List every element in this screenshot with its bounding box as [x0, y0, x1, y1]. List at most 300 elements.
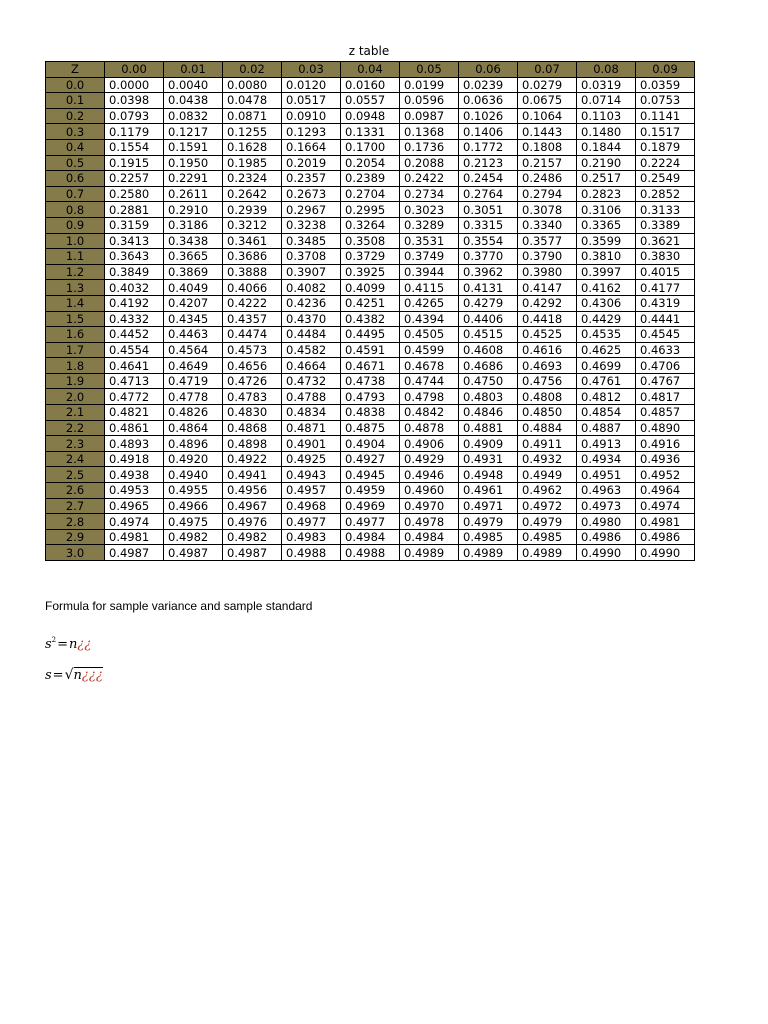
table-cell: 0.4929	[400, 451, 459, 467]
formula-caption: Formula for sample variance and sample standard	[45, 599, 313, 613]
table-cell: 0.3106	[577, 202, 636, 218]
table-cell: 0.1443	[518, 124, 577, 140]
z-row-label: 2.4	[46, 451, 105, 467]
table-cell: 0.2734	[400, 186, 459, 202]
table-cell: 0.2019	[282, 155, 341, 171]
table-cell: 0.4922	[223, 451, 282, 467]
z-row-label: 0.0	[46, 77, 105, 93]
table-cell: 0.2910	[164, 202, 223, 218]
table-cell: 0.4971	[459, 498, 518, 514]
table-cell: 0.4990	[577, 545, 636, 561]
table-cell: 0.4901	[282, 436, 341, 452]
table-cell: 0.4082	[282, 280, 341, 296]
table-cell: 0.3365	[577, 217, 636, 233]
table-cell: 0.1103	[577, 108, 636, 124]
table-cell: 0.3023	[400, 202, 459, 218]
table-cell: 0.4131	[459, 280, 518, 296]
table-cell: 0.4319	[636, 295, 695, 311]
table-cell: 0.4964	[636, 483, 695, 499]
table-cell: 0.3643	[105, 249, 164, 265]
table-cell: 0.4292	[518, 295, 577, 311]
table-cell: 0.4893	[105, 436, 164, 452]
z-row-label: 1.3	[46, 280, 105, 296]
table-cell: 0.4979	[518, 514, 577, 530]
table-cell: 0.2611	[164, 186, 223, 202]
table-cell: 0.3770	[459, 249, 518, 265]
table-cell: 0.2486	[518, 171, 577, 187]
table-row	[46, 233, 695, 249]
table-cell: 0.3665	[164, 249, 223, 265]
table-row	[46, 529, 695, 545]
z-column-header: Z	[46, 62, 105, 78]
table-cell: 0.4949	[518, 467, 577, 483]
square-root-icon: √	[64, 667, 74, 683]
z-row-label: 1.8	[46, 358, 105, 374]
table-cell: 0.4961	[459, 483, 518, 499]
table-cell: 0.0636	[459, 93, 518, 109]
table-cell: 0.4920	[164, 451, 223, 467]
table-cell: 0.4686	[459, 358, 518, 374]
table-cell: 0.3729	[341, 249, 400, 265]
table-cell: 0.2764	[459, 186, 518, 202]
table-cell: 0.4394	[400, 311, 459, 327]
z-row-label: 1.1	[46, 249, 105, 265]
table-cell: 0.4452	[105, 327, 164, 343]
table-cell: 0.3907	[282, 264, 341, 280]
table-cell: 0.1255	[223, 124, 282, 140]
column-header: 0.06	[459, 62, 518, 78]
table-cell: 0.2794	[518, 186, 577, 202]
table-row	[46, 373, 695, 389]
table-cell: 0.4788	[282, 389, 341, 405]
table-cell: 0.4906	[400, 436, 459, 452]
table-cell: 0.4989	[459, 545, 518, 561]
column-header: 0.08	[577, 62, 636, 78]
table-cell: 0.4846	[459, 405, 518, 421]
column-header: 0.04	[341, 62, 400, 78]
table-cell: 0.4495	[341, 327, 400, 343]
table-cell: 0.4441	[636, 311, 695, 327]
table-cell: 0.3531	[400, 233, 459, 249]
z-row-label: 2.0	[46, 389, 105, 405]
table-cell: 0.4599	[400, 342, 459, 358]
table-cell: 0.4236	[282, 295, 341, 311]
table-row	[46, 311, 695, 327]
table-cell: 0.2852	[636, 186, 695, 202]
table-cell: 0.4641	[105, 358, 164, 374]
table-cell: 0.3944	[400, 264, 459, 280]
table-cell: 0.3749	[400, 249, 459, 265]
table-cell: 0.4817	[636, 389, 695, 405]
table-cell: 0.4945	[341, 467, 400, 483]
table-cell: 0.1915	[105, 155, 164, 171]
table-cell: 0.4953	[105, 483, 164, 499]
table-cell: 0.3508	[341, 233, 400, 249]
table-cell: 0.1141	[636, 108, 695, 124]
table-cell: 0.4738	[341, 373, 400, 389]
table-cell: 0.2549	[636, 171, 695, 187]
table-cell: 0.4881	[459, 420, 518, 436]
table-cell: 0.0239	[459, 77, 518, 93]
table-cell: 0.3485	[282, 233, 341, 249]
table-cell: 0.4357	[223, 311, 282, 327]
table-cell: 0.4803	[459, 389, 518, 405]
table-cell: 0.4918	[105, 451, 164, 467]
table-cell: 0.4207	[164, 295, 223, 311]
table-cell: 0.4147	[518, 280, 577, 296]
variance-formula	[45, 632, 91, 653]
table-cell: 0.4968	[282, 498, 341, 514]
table-cell: 0.4162	[577, 280, 636, 296]
column-header: 0.00	[105, 62, 164, 78]
table-cell: 0.4982	[223, 529, 282, 545]
table-cell: 0.4956	[223, 483, 282, 499]
table-cell: 0.4984	[400, 529, 459, 545]
table-cell: 0.0987	[400, 108, 459, 124]
table-cell: 0.1480	[577, 124, 636, 140]
table-cell: 0.4936	[636, 451, 695, 467]
table-cell: 0.4706	[636, 358, 695, 374]
table-cell: 0.4941	[223, 467, 282, 483]
z-row-label: 2.3	[46, 436, 105, 452]
table-row	[46, 342, 695, 358]
table-cell: 0.4938	[105, 467, 164, 483]
table-cell: 0.4812	[577, 389, 636, 405]
table-cell: 0.1179	[105, 124, 164, 140]
table-cell: 0.4966	[164, 498, 223, 514]
table-cell: 0.2517	[577, 171, 636, 187]
table-cell: 0.0160	[341, 77, 400, 93]
table-cell: 0.1844	[577, 139, 636, 155]
table-cell: 0.3962	[459, 264, 518, 280]
table-cell: 0.3869	[164, 264, 223, 280]
table-cell: 0.2967	[282, 202, 341, 218]
table-cell: 0.3830	[636, 249, 695, 265]
table-cell: 0.4909	[459, 436, 518, 452]
table-cell: 0.3599	[577, 233, 636, 249]
column-header: 0.02	[223, 62, 282, 78]
table-row	[46, 498, 695, 514]
table-row	[46, 358, 695, 374]
table-cell: 0.4821	[105, 405, 164, 421]
table-cell: 0.3888	[223, 264, 282, 280]
table-cell: 0.4222	[223, 295, 282, 311]
table-cell: 0.1406	[459, 124, 518, 140]
z-row-label: 1.2	[46, 264, 105, 280]
table-cell: 0.1628	[223, 139, 282, 155]
std-dev-formula	[45, 667, 103, 684]
table-cell: 0.4616	[518, 342, 577, 358]
table-cell: 0.0596	[400, 93, 459, 109]
table-cell: 0.4830	[223, 405, 282, 421]
table-header-row	[46, 62, 695, 78]
table-cell: 0.3078	[518, 202, 577, 218]
table-cell: 0.3186	[164, 217, 223, 233]
table-cell: 0.4382	[341, 311, 400, 327]
std-dev-rhs: n	[73, 668, 82, 683]
table-cell: 0.4976	[223, 514, 282, 530]
table-cell: 0.4515	[459, 327, 518, 343]
table-row	[46, 264, 695, 280]
table-cell: 0.4265	[400, 295, 459, 311]
table-row	[46, 124, 695, 140]
table-cell: 0.4177	[636, 280, 695, 296]
table-cell: 0.4345	[164, 311, 223, 327]
table-cell: 0.4826	[164, 405, 223, 421]
table-cell: 0.4960	[400, 483, 459, 499]
column-header: 0.09	[636, 62, 695, 78]
table-cell: 0.0359	[636, 77, 695, 93]
table-cell: 0.4857	[636, 405, 695, 421]
table-cell: 0.4913	[577, 436, 636, 452]
table-cell: 0.4974	[105, 514, 164, 530]
table-cell: 0.4988	[282, 545, 341, 561]
table-cell: 0.4850	[518, 405, 577, 421]
table-cell: 0.2324	[223, 171, 282, 187]
table-cell: 0.4744	[400, 373, 459, 389]
table-cell: 0.0871	[223, 108, 282, 124]
table-cell: 0.3264	[341, 217, 400, 233]
table-cell: 0.1026	[459, 108, 518, 124]
table-cell: 0.4984	[341, 529, 400, 545]
table-cell: 0.3413	[105, 233, 164, 249]
variance-rhs: n	[69, 637, 78, 652]
table-cell: 0.4099	[341, 280, 400, 296]
column-header: 0.05	[400, 62, 459, 78]
table-cell: 0.4750	[459, 373, 518, 389]
table-cell: 0.4927	[341, 451, 400, 467]
table-cell: 0.2673	[282, 186, 341, 202]
table-cell: 0.4962	[518, 483, 577, 499]
table-cell: 0.4834	[282, 405, 341, 421]
z-row-label: 0.6	[46, 171, 105, 187]
table-cell: 0.0080	[223, 77, 282, 93]
table-cell: 0.4973	[577, 498, 636, 514]
table-row	[46, 467, 695, 483]
table-cell: 0.4925	[282, 451, 341, 467]
table-cell: 0.4977	[282, 514, 341, 530]
std-dev-broken-glyphs: ¿¿¿	[81, 668, 103, 683]
table-cell: 0.4306	[577, 295, 636, 311]
table-cell: 0.4871	[282, 420, 341, 436]
table-cell: 0.4981	[636, 514, 695, 530]
table-cell: 0.1808	[518, 139, 577, 155]
table-cell: 0.4988	[341, 545, 400, 561]
table-cell: 0.2995	[341, 202, 400, 218]
table-cell: 0.4904	[341, 436, 400, 452]
table-cell: 0.2580	[105, 186, 164, 202]
table-cell: 0.4940	[164, 467, 223, 483]
table-cell: 0.4484	[282, 327, 341, 343]
table-cell: 0.3980	[518, 264, 577, 280]
table-cell: 0.3686	[223, 249, 282, 265]
table-cell: 0.1879	[636, 139, 695, 155]
z-row-label: 0.9	[46, 217, 105, 233]
table-cell: 0.3315	[459, 217, 518, 233]
table-cell: 0.4898	[223, 436, 282, 452]
table-cell: 0.1736	[400, 139, 459, 155]
column-header: 0.03	[282, 62, 341, 78]
table-cell: 0.4370	[282, 311, 341, 327]
table-cell: 0.4969	[341, 498, 400, 514]
table-cell: 0.4633	[636, 342, 695, 358]
table-cell: 0.1217	[164, 124, 223, 140]
table-row	[46, 217, 695, 233]
table-cell: 0.4713	[105, 373, 164, 389]
table-row	[46, 202, 695, 218]
table-cell: 0.4671	[341, 358, 400, 374]
table-cell: 0.4573	[223, 342, 282, 358]
table-cell: 0.3389	[636, 217, 695, 233]
z-row-label: 0.4	[46, 139, 105, 155]
table-cell: 0.1950	[164, 155, 223, 171]
table-cell: 0.4793	[341, 389, 400, 405]
table-row	[46, 280, 695, 296]
table-cell: 0.4838	[341, 405, 400, 421]
table-cell: 0.1700	[341, 139, 400, 155]
table-cell: 0.4975	[164, 514, 223, 530]
table-cell: 0.4582	[282, 342, 341, 358]
variance-equals: =	[57, 637, 69, 652]
table-row	[46, 436, 695, 452]
table-cell: 0.4957	[282, 483, 341, 499]
table-cell: 0.4987	[105, 545, 164, 561]
column-header: 0.01	[164, 62, 223, 78]
table-cell: 0.2088	[400, 155, 459, 171]
table-cell: 0.4864	[164, 420, 223, 436]
table-cell: 0.4772	[105, 389, 164, 405]
table-cell: 0.3438	[164, 233, 223, 249]
table-cell: 0.4649	[164, 358, 223, 374]
table-cell: 0.4192	[105, 295, 164, 311]
table-cell: 0.4986	[636, 529, 695, 545]
z-row-label: 0.2	[46, 108, 105, 124]
variance-exponent: 2	[51, 636, 57, 644]
table-cell: 0.4978	[400, 514, 459, 530]
table-cell: 0.3133	[636, 202, 695, 218]
table-cell: 0.0438	[164, 93, 223, 109]
table-cell: 0.4989	[518, 545, 577, 561]
table-cell: 0.4955	[164, 483, 223, 499]
table-row	[46, 514, 695, 530]
table-row	[46, 483, 695, 499]
table-cell: 0.4980	[577, 514, 636, 530]
table-cell: 0.0000	[105, 77, 164, 93]
table-row	[46, 295, 695, 311]
table-row	[46, 451, 695, 467]
table-cell: 0.4967	[223, 498, 282, 514]
table-cell: 0.1985	[223, 155, 282, 171]
table-cell: 0.2642	[223, 186, 282, 202]
z-row-label: 2.9	[46, 529, 105, 545]
table-row	[46, 139, 695, 155]
table-cell: 0.4656	[223, 358, 282, 374]
table-cell: 0.4963	[577, 483, 636, 499]
table-cell: 0.4972	[518, 498, 577, 514]
table-cell: 0.4934	[577, 451, 636, 467]
table-cell: 0.1664	[282, 139, 341, 155]
table-cell: 0.4778	[164, 389, 223, 405]
table-cell: 0.1331	[341, 124, 400, 140]
table-cell: 0.4761	[577, 373, 636, 389]
table-cell: 0.4049	[164, 280, 223, 296]
column-header: 0.07	[518, 62, 577, 78]
z-row-label: 3.0	[46, 545, 105, 561]
table-cell: 0.4959	[341, 483, 400, 499]
table-cell: 0.4952	[636, 467, 695, 483]
table-cell: 0.4726	[223, 373, 282, 389]
table-cell: 0.4916	[636, 436, 695, 452]
z-row-label: 1.4	[46, 295, 105, 311]
table-cell: 0.4429	[577, 311, 636, 327]
table-cell: 0.4418	[518, 311, 577, 327]
table-cell: 0.4987	[223, 545, 282, 561]
table-row	[46, 405, 695, 421]
table-cell: 0.2881	[105, 202, 164, 218]
table-body	[46, 77, 695, 560]
table-cell: 0.4699	[577, 358, 636, 374]
table-cell: 0.3340	[518, 217, 577, 233]
z-row-label: 2.8	[46, 514, 105, 530]
table-cell: 0.4977	[341, 514, 400, 530]
table-cell: 0.4251	[341, 295, 400, 311]
variance-broken-glyphs: ¿¿	[77, 637, 92, 652]
table-cell: 0.4032	[105, 280, 164, 296]
table-cell: 0.2454	[459, 171, 518, 187]
z-table	[45, 61, 695, 561]
table-cell: 0.4406	[459, 311, 518, 327]
table-cell: 0.4783	[223, 389, 282, 405]
std-dev-radicand	[74, 667, 103, 683]
table-cell: 0.4982	[164, 529, 223, 545]
table-cell: 0.3708	[282, 249, 341, 265]
table-cell: 0.4463	[164, 327, 223, 343]
table-cell: 0.4965	[105, 498, 164, 514]
table-cell: 0.4983	[282, 529, 341, 545]
table-row	[46, 93, 695, 109]
table-cell: 0.2224	[636, 155, 695, 171]
table-cell: 0.3238	[282, 217, 341, 233]
table-cell: 0.4525	[518, 327, 577, 343]
table-cell: 0.4974	[636, 498, 695, 514]
table-cell: 0.3554	[459, 233, 518, 249]
page-title: z table	[348, 44, 390, 58]
table-cell: 0.4798	[400, 389, 459, 405]
table-cell: 0.4808	[518, 389, 577, 405]
table-cell: 0.4332	[105, 311, 164, 327]
table-cell: 0.1554	[105, 139, 164, 155]
table-cell: 0.4854	[577, 405, 636, 421]
table-cell: 0.0398	[105, 93, 164, 109]
table-cell: 0.1517	[636, 124, 695, 140]
table-cell: 0.4678	[400, 358, 459, 374]
table-cell: 0.4896	[164, 436, 223, 452]
table-cell: 0.3621	[636, 233, 695, 249]
table-cell: 0.0753	[636, 93, 695, 109]
table-cell: 0.4564	[164, 342, 223, 358]
table-cell: 0.4664	[282, 358, 341, 374]
table-cell: 0.4890	[636, 420, 695, 436]
table-cell: 0.2422	[400, 171, 459, 187]
table-cell: 0.2157	[518, 155, 577, 171]
table-cell: 0.4979	[459, 514, 518, 530]
z-row-label: 2.7	[46, 498, 105, 514]
z-row-label: 0.7	[46, 186, 105, 202]
table-cell: 0.2939	[223, 202, 282, 218]
table-cell: 0.4066	[223, 280, 282, 296]
table-cell: 0.4878	[400, 420, 459, 436]
table-cell: 0.3849	[105, 264, 164, 280]
